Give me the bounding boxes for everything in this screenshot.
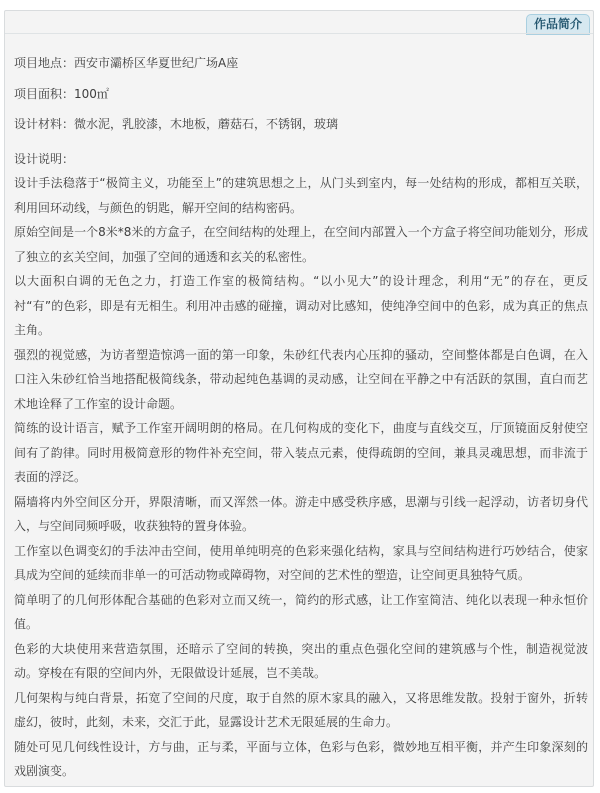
description-paragraph: 简单明了的几何形体配合基础的色彩对立而又统一，简约的形式感，让工作室简洁、纯化以表现一种永恒价值。 — [14, 592, 588, 631]
description-paragraph: 原始空间是一个8米*8米的方盒子，在空间结构的处理上，在空间内部置入一个方盒子将空间功能划分，形成了独立的玄关空间，加强了空间的通透和玄关的私密性。 — [14, 225, 588, 264]
description-paragraph: 隔墙将内外空间区分开，界限清晰，而又浑然一体。游走中感受秩序感，思潮与引线一起浮动，访者切身代入，与空间同频呼吸，收获独特的置身体验。 — [14, 494, 588, 533]
project-location: 项目地点：西安市灞桥区华夏世纪广场A座 — [14, 56, 239, 70]
tab-project-intro[interactable]: 作品简介 — [526, 14, 590, 35]
intro-content — [14, 51, 588, 784]
description-paragraph: 随处可见几何线性设计，方与曲，正与柔，平面与立体，色彩与色彩，微妙地互相平衡，并产生印象深刻的戏剧演变。 — [14, 739, 588, 778]
description-paragraph: 几何架构与纯白背景，拓宽了空间的尺度，取于自然的原木家具的融入，又将思维发散。投射于窗外，折转虚幻，彼时，此刻，未来，交汇于此，显露设计艺术无限延展的生命力。 — [14, 690, 588, 729]
project-intro-panel — [4, 10, 594, 787]
project-area: 项目面积：100㎡ — [14, 86, 109, 101]
description-paragraph: 以大面积白调的无色之力，打造工作室的极简结构。“以小见大”的设计理念，利用“无”的存在，更反衬“有”的色彩，即是有无相生。利用冲击感的碰撞，调动对比感知，使纯净空间中的色彩，成为真正的焦点主角。 — [14, 274, 588, 337]
design-materials: 设计材料：微水泥，乳胶漆，木地板，蘑菇石，不锈钢，玻璃 — [14, 117, 339, 131]
description-paragraph: 工作室以色调变幻的手法冲击空间，使用单纯明亮的色彩来强化结构，家具与空间结构进行巧妙结合，使家具成为空间的延续而非单一的可活动物或障碍物，对空间的艺术性的塑造，让空间更具独特气质。 — [14, 543, 588, 582]
tab-divider — [5, 33, 593, 34]
design-description-title: 设计说明： — [14, 151, 75, 166]
description-paragraph: 设计手法稳落于“极简主义，功能至上”的建筑思想之上，从门头到室内，每一处结构的形成，都相互关联，利用回环动线，与颜色的钥匙，解开空间的结构密码。 — [14, 176, 588, 215]
description-paragraph: 色彩的大块使用来营造氛围，还暗示了空间的转换，突出的重点色强化空间的建筑感与个性，制造视觉波动。穿梭在有限的空间内外，无限做设计延展，岂不美哉。 — [14, 641, 588, 680]
tab-bar — [5, 11, 593, 33]
description-paragraph: 简练的设计语言，赋予工作室开阔明朗的格局。在几何构成的变化下，曲度与直线交互，厅顶镜面反射使空间有了韵律。同时用极简意形的物件补充空间，带入装点元素，使得疏朗的空间，兼具灵魂思想，而非流于表面的浮泛。 — [14, 421, 588, 484]
description-paragraph: 强烈的视觉感，为访者塑造惊鸿一面的第一印象，朱砂红代表内心压抑的骚动，空间整体都是白色调，在入口注入朱砂红恰当地搭配极简线条，带动起纯色基调的灵动感，让空间在平静之中有活跃的氛围，直白而艺术地诠释了工作室的设计命题。 — [14, 347, 588, 411]
